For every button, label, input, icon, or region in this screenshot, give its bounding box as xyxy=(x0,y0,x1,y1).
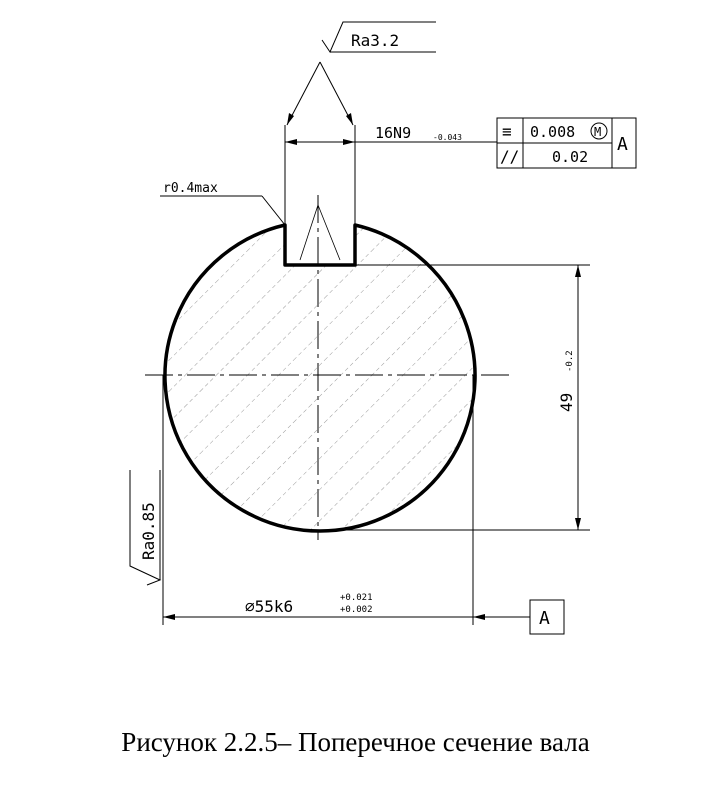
symmetry-tolerance-value: 0.008 xyxy=(530,123,576,141)
diameter-label: ⌀55k6 xyxy=(245,597,294,616)
radius-leader-diagonal xyxy=(262,196,285,225)
keyway-width-tolerance: -0.043 xyxy=(433,133,462,142)
keyway-guide-right xyxy=(318,205,340,260)
symmetry-symbol: ≡ xyxy=(502,122,512,141)
depth-tolerance: -0.2 xyxy=(565,350,575,372)
keyway-width-arrow-right xyxy=(343,139,355,145)
parallelism-symbol: // xyxy=(500,147,520,166)
diameter-arrow-right xyxy=(473,614,485,620)
diameter-tolerance-upper: +0.021 xyxy=(340,593,373,603)
roughness-value-diameter: Ra0.85 xyxy=(139,502,158,560)
roughness-arrow-left xyxy=(287,113,294,125)
shaft-section-outline xyxy=(165,225,475,531)
corner-radius-label: r0.4max xyxy=(163,181,218,196)
roughness-value-keyway: Ra3.2 xyxy=(351,31,400,50)
depth-arrow-bottom xyxy=(575,518,581,530)
keyway-width-arrow-left xyxy=(285,139,297,145)
datum-letter: A xyxy=(539,608,550,629)
max-material-modifier-letter: M xyxy=(594,125,602,139)
diameter-tolerance-lower: +0.002 xyxy=(340,605,373,615)
depth-label: 49 xyxy=(557,392,576,412)
geometric-tolerance-frame xyxy=(497,118,636,168)
parallelism-tolerance-value: 0.02 xyxy=(552,148,589,166)
keyway-width-label: 16N9 xyxy=(375,124,412,142)
roughness-arrow-right xyxy=(346,113,353,125)
keyway-guide-left xyxy=(300,205,318,260)
depth-arrow-top xyxy=(575,265,581,277)
tolerance-datum-letter: A xyxy=(617,134,628,155)
diameter-arrow-left xyxy=(163,614,175,620)
figure-caption: Рисунок 2.2.5– Поперечное сечение вала xyxy=(121,727,590,757)
